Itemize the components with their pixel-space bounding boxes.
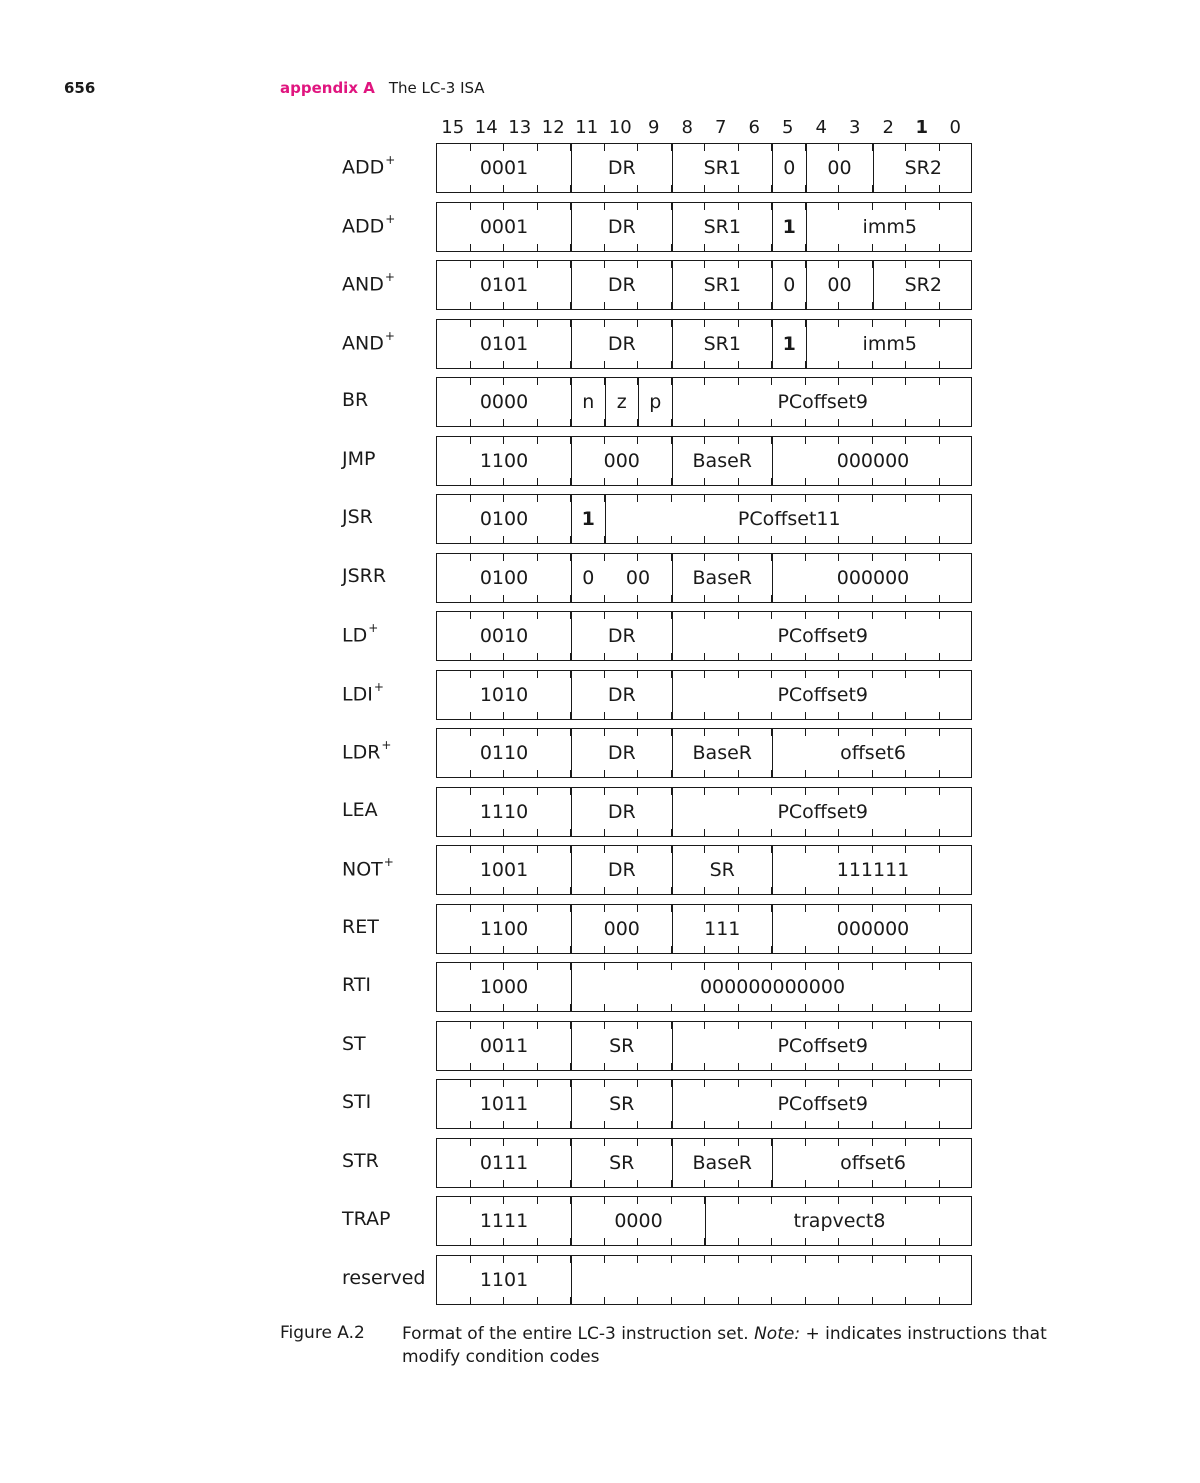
field: 00 xyxy=(806,144,873,192)
mnemonic xyxy=(342,740,391,763)
instruction-row-jsr xyxy=(336,494,976,546)
instruction-row-add xyxy=(336,143,976,195)
instruction-box xyxy=(436,845,972,895)
mnemonic xyxy=(342,679,384,705)
field: 1101 xyxy=(479,1268,529,1291)
field: BaseR xyxy=(672,437,773,485)
mnemonic xyxy=(342,328,395,354)
instruction-row-reserved xyxy=(336,1255,976,1307)
field: PCoffset9 xyxy=(672,1022,974,1070)
instruction-row-ldi xyxy=(336,670,976,722)
field: 000000000000 xyxy=(571,963,973,1011)
mnemonic-name: TRAP xyxy=(342,1208,391,1230)
mnemonic xyxy=(342,1208,391,1230)
mnemonic xyxy=(342,916,379,938)
field: 1 xyxy=(772,203,806,251)
instruction-box xyxy=(436,553,972,603)
condition-code-mark: + xyxy=(373,679,384,694)
instruction-row-lea xyxy=(336,787,976,839)
field: 0001 xyxy=(479,215,529,238)
mnemonic xyxy=(342,799,378,821)
field: SR2 xyxy=(873,144,974,192)
field: DR xyxy=(571,729,672,777)
field: PCoffset9 xyxy=(672,1080,974,1128)
instruction-row-ldr xyxy=(336,728,976,780)
field: 111 xyxy=(672,905,773,953)
field: 0 xyxy=(772,144,806,192)
running-title: The LC-3 ISA xyxy=(388,79,485,97)
instruction-box xyxy=(436,202,972,252)
mnemonic xyxy=(342,389,368,411)
condition-code-mark: + xyxy=(368,621,379,635)
instruction-box xyxy=(436,962,972,1012)
instruction-box xyxy=(436,1079,972,1129)
mnemonic xyxy=(342,1091,371,1113)
instruction-row-br xyxy=(336,377,976,429)
mnemonic xyxy=(342,506,373,528)
field: DR xyxy=(571,144,672,192)
instruction-box xyxy=(436,143,972,193)
field: SR xyxy=(571,1080,672,1128)
page-number: 656 xyxy=(64,79,96,97)
mnemonic xyxy=(342,1267,425,1289)
condition-code-mark: + xyxy=(385,153,396,167)
mnemonic-name: LDI xyxy=(342,682,373,705)
instruction-box xyxy=(436,728,972,778)
chapter-label: appendix A xyxy=(280,79,375,97)
mnemonic xyxy=(342,565,386,587)
mnemonic xyxy=(342,623,378,646)
instruction-row-st xyxy=(336,1021,976,1073)
running-head xyxy=(280,79,485,97)
mnemonic xyxy=(342,1150,379,1172)
field: 00 xyxy=(625,566,651,589)
instruction-row-str xyxy=(336,1138,976,1190)
mnemonic-name: ST xyxy=(342,1032,366,1055)
instruction-box xyxy=(436,670,972,720)
field: 000 xyxy=(571,437,672,485)
field: SR xyxy=(672,846,773,894)
bit-number-9: 9 xyxy=(648,117,660,138)
mnemonic xyxy=(342,448,375,470)
field: SR1 xyxy=(672,203,773,251)
field: SR xyxy=(571,1022,672,1070)
field: DR xyxy=(571,320,672,368)
mnemonic-name: RTI xyxy=(342,974,372,996)
instruction-box xyxy=(436,494,972,544)
field: 0100 xyxy=(479,566,529,589)
instruction-row-ld xyxy=(336,611,976,663)
field: SR1 xyxy=(672,144,773,192)
instruction-box xyxy=(436,1138,972,1188)
field: SR1 xyxy=(672,261,773,309)
mnemonic xyxy=(342,974,371,996)
field: 00 xyxy=(806,261,873,309)
condition-code-mark: + xyxy=(384,328,395,343)
field xyxy=(571,1256,973,1304)
instruction-row-add xyxy=(336,202,976,254)
instruction-row-trap xyxy=(336,1196,976,1248)
mnemonic-name: LEA xyxy=(342,798,378,821)
field: 0000 xyxy=(571,1197,705,1245)
mnemonic-name: BR xyxy=(342,389,369,411)
field: PCoffset9 xyxy=(672,378,974,426)
mnemonic xyxy=(342,1033,366,1055)
field: 000 xyxy=(571,905,672,953)
field: DR xyxy=(571,261,672,309)
instruction-row-not xyxy=(336,845,976,897)
field: trapvect8 xyxy=(705,1197,973,1245)
field: DR xyxy=(571,788,672,836)
field: 0000 xyxy=(479,391,529,413)
bit-number-10: 10 xyxy=(608,117,632,138)
field: 000000 xyxy=(772,437,973,485)
condition-code-mark: + xyxy=(385,211,396,226)
instruction-box xyxy=(436,319,972,369)
field: SR1 xyxy=(672,320,773,368)
bit-number-8: 8 xyxy=(681,117,693,138)
instruction-box xyxy=(436,1196,972,1246)
condition-code-mark: + xyxy=(381,738,392,752)
field: 1011 xyxy=(479,1093,529,1115)
mnemonic-name: LD xyxy=(342,624,368,647)
mnemonic-name: LDR xyxy=(342,741,381,764)
bit-number-12: 12 xyxy=(541,117,565,138)
field: 1 xyxy=(772,320,806,368)
field: 1010 xyxy=(479,683,529,706)
field: 1100 xyxy=(479,917,529,940)
instruction-box xyxy=(436,787,972,837)
field: BaseR xyxy=(672,1139,773,1187)
mnemonic xyxy=(342,155,395,178)
field: offset6 xyxy=(772,1139,973,1187)
instruction-row-jsrr xyxy=(336,553,976,605)
mnemonic-name: JSRR xyxy=(342,564,387,587)
bit-number-2: 2 xyxy=(882,117,894,138)
field: DR xyxy=(571,846,672,894)
caption-text xyxy=(402,1323,1052,1369)
field: p xyxy=(638,378,672,426)
field: 111111 xyxy=(772,846,973,894)
field: imm5 xyxy=(806,203,974,251)
instruction-row-and xyxy=(336,260,976,312)
field: 000000 xyxy=(772,554,973,602)
field: offset6 xyxy=(772,729,973,777)
field: 0111 xyxy=(479,1151,529,1174)
mnemonic xyxy=(342,272,395,295)
bit-number-3: 3 xyxy=(849,117,861,138)
mnemonic xyxy=(342,211,396,237)
field: 0011 xyxy=(479,1034,529,1057)
mnemonic-name: JSR xyxy=(342,506,373,528)
field: imm5 xyxy=(806,320,974,368)
field: DR xyxy=(571,612,672,660)
bit-number-ruler xyxy=(436,117,972,139)
field: SR2 xyxy=(873,261,974,309)
instruction-box xyxy=(436,1021,972,1071)
field: 1111 xyxy=(479,1210,529,1232)
mnemonic-name: ADD xyxy=(342,156,385,179)
instruction-row-jmp xyxy=(336,436,976,488)
field: 0101 xyxy=(479,274,529,296)
condition-code-mark: + xyxy=(384,270,395,284)
field: n xyxy=(571,378,605,426)
mnemonic-name: NOT xyxy=(342,858,383,881)
bit-number-14: 14 xyxy=(474,117,498,138)
instruction-box xyxy=(436,436,972,486)
field: PCoffset9 xyxy=(672,612,974,660)
field: BaseR xyxy=(672,554,773,602)
bit-number-5: 5 xyxy=(782,117,794,138)
bit-number-6: 6 xyxy=(748,117,760,138)
field: 0001 xyxy=(479,157,529,179)
field: 1100 xyxy=(479,449,529,472)
instruction-box xyxy=(436,904,972,954)
instruction-row-ret xyxy=(336,904,976,956)
field: 0101 xyxy=(479,332,529,355)
field: 0110 xyxy=(479,742,529,764)
field: 0 xyxy=(772,261,806,309)
bit-number-13: 13 xyxy=(508,117,532,138)
instruction-row-and xyxy=(336,319,976,371)
mnemonic-name: STI xyxy=(342,1091,372,1113)
mnemonic-name: RET xyxy=(342,915,379,938)
field: z xyxy=(605,378,639,426)
field: BaseR xyxy=(672,729,773,777)
bit-number-4: 4 xyxy=(815,117,827,138)
instruction-box xyxy=(436,611,972,661)
caption-text-before: Format of the entire LC-3 instruction set. xyxy=(402,1324,755,1344)
mnemonic xyxy=(342,857,394,880)
field: 0100 xyxy=(479,508,529,530)
mnemonic-name: JMP xyxy=(342,447,376,470)
caption-text-after: + indicates instructions that modify condition codes xyxy=(402,1324,1047,1367)
bit-number-7: 7 xyxy=(715,117,727,138)
bit-number-1: 1 xyxy=(915,117,929,138)
field: 000000 xyxy=(772,905,973,953)
instruction-row-rti xyxy=(336,962,976,1014)
mnemonic-name: AND xyxy=(342,273,384,296)
field: 0010 xyxy=(479,625,529,647)
field: DR xyxy=(571,671,672,719)
instruction-row-sti xyxy=(336,1079,976,1131)
condition-code-mark: + xyxy=(383,855,394,869)
field: PCoffset9 xyxy=(672,788,974,836)
field: DR xyxy=(571,203,672,251)
field: 1001 xyxy=(479,859,529,881)
bit-number-0: 0 xyxy=(949,117,961,138)
instruction-box xyxy=(436,260,972,310)
mnemonic-name: reserved xyxy=(342,1266,426,1289)
caption-note: Note: xyxy=(754,1324,801,1344)
field: PCoffset9 xyxy=(672,671,974,719)
bit-number-15: 15 xyxy=(441,117,465,138)
mnemonic-name: STR xyxy=(342,1149,379,1172)
figure-label: Figure A.2 xyxy=(280,1323,365,1343)
field: 1 xyxy=(571,495,605,543)
field: 0 xyxy=(571,554,605,602)
bit-number-11: 11 xyxy=(575,117,599,138)
instruction-box xyxy=(436,377,972,427)
field: SR xyxy=(571,1139,672,1187)
mnemonic-name: AND xyxy=(342,331,384,354)
instruction-box xyxy=(436,1255,972,1305)
field: 1000 xyxy=(479,976,529,998)
field: 1110 xyxy=(479,800,529,823)
field: PCoffset11 xyxy=(605,495,974,543)
mnemonic-name: ADD xyxy=(342,214,385,237)
